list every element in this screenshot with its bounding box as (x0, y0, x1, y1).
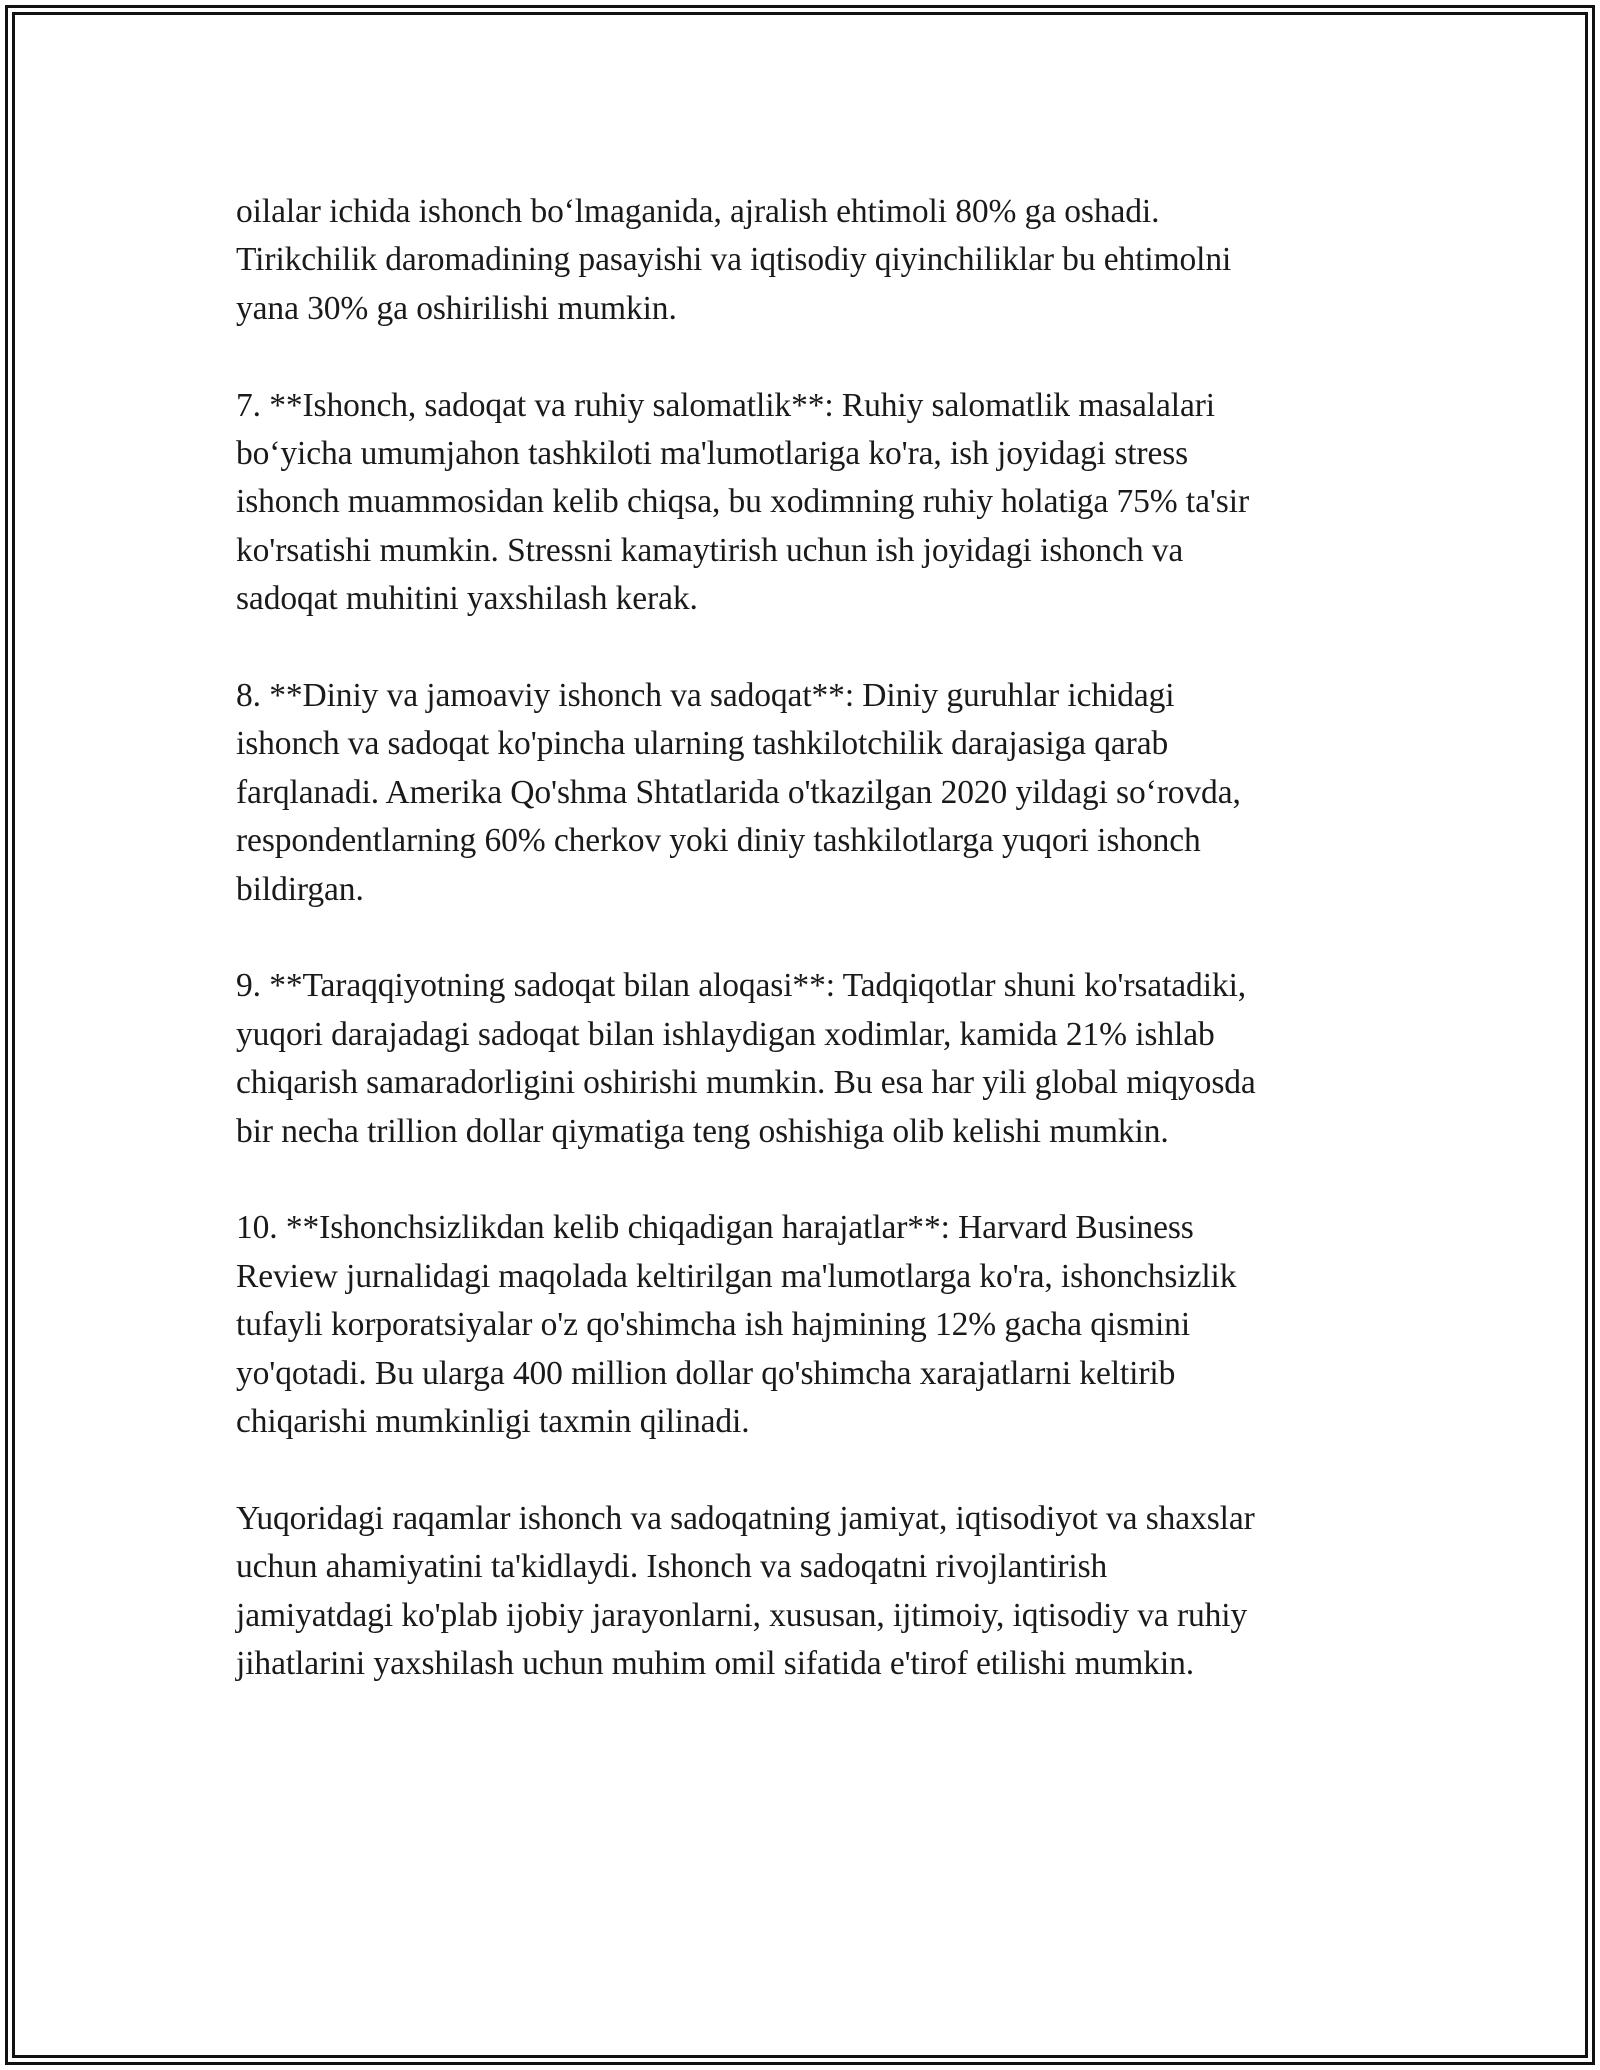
text-line: farqlanadi. Amerika Qo'shma Shtatlarida o'tkazilgan 2020 yildagi so‘rovda, (236, 773, 1241, 811)
text-line: tufayli korporatsiyalar o'z qo'shimcha ish hajmining 12% gacha qismini (236, 1306, 1191, 1344)
text-line: ko'rsatishi mumkin. Stressni kamaytirish uchun ish joyidagi ishonch va (236, 531, 1184, 569)
text-line: Review jurnalidagi maqolada keltirilgan ma'lumotlarga ko'ra, ishonchsizlik (236, 1257, 1237, 1295)
text-line: ishonch va sadoqat ko'pincha ularning tashkilotchilik darajasiga qarab (236, 725, 1169, 763)
text-line: Yuqoridagi raqamlar ishonch va sadoqatning jamiyat, iqtisodiyot va shaxslar (236, 1499, 1255, 1537)
text-line: bir necha trillion dollar qiymatiga teng oshishiga olib kelishi mumkin. (236, 1112, 1169, 1150)
text-line: 7. **Ishonch, sadoqat va ruhiy salomatlik**: Ruhiy salomatlik masalalari (236, 386, 1216, 424)
text-line: sadoqat muhitini yaxshilash kerak. (236, 580, 698, 618)
text-line: yo'qotadi. Bu ularga 400 million dollar qo'shimcha xarajatlarni keltirib (236, 1354, 1176, 1392)
text-line: bildirgan. (236, 870, 364, 908)
text-line: yuqori darajadagi sadoqat bilan ishlaydigan xodimlar, kamida 21% ishlab (236, 1015, 1215, 1053)
paragraph-conclusion (236, 1495, 1376, 1689)
text-line: 10. **Ishonchsizlikdan kelib chiqadigan harajatlar**: Harvard Business (236, 1209, 1194, 1247)
text-line: bo‘yicha umumjahon tashkiloti ma'lumotlariga ko'ra, ish joyidagi stress (236, 435, 1189, 473)
paragraph-item-8 (236, 672, 1376, 914)
paragraph-divorce-trust (236, 188, 1376, 333)
text-line: respondentlarning 60% cherkov yoki diniy tashkilotlarga yuqori ishonch (236, 822, 1201, 860)
text-line: yana 30% ga oshirilishi mumkin. (236, 289, 677, 327)
paragraph-item-7 (236, 382, 1376, 624)
text-line: 8. **Diniy va jamoaviy ishonch va sadoqat**: Diniy guruhlar ichidagi (236, 677, 1175, 715)
text-line: chiqarishi mumkinligi taxmin qilinadi. (236, 1403, 750, 1441)
text-line: jihatlarini yaxshilash uchun muhim omil sifatida e'tirof etilishi mumkin. (236, 1645, 1195, 1683)
text-line: 9. **Taraqqiyotning sadoqat bilan aloqasi**: Tadqiqotlar shuni ko'rsatadiki, (236, 967, 1247, 1005)
text-line: oilalar ichida ishonch bo‘lmaganida, ajralish ehtimoli 80% ga oshadi. (236, 193, 1160, 230)
paragraph-item-9 (236, 962, 1376, 1156)
text-line: chiqarish samaradorligini oshirishi mumkin. Bu esa har yili global miqyosda (236, 1064, 1256, 1102)
text-line: Tirikchilik daromadining pasayishi va iqtisodiy qiyinchiliklar bu ehtimolni (236, 241, 1232, 279)
text-line: jamiyatdagi ko'plab ijobiy jarayonlarni, xususan, ijtimoiy, iqtisodiy va ruhiy (236, 1596, 1248, 1634)
document-body (236, 188, 1376, 1737)
text-line: ishonch muammosidan kelib chiqsa, bu xodimning ruhiy holatiga 75% ta'sir (236, 483, 1249, 521)
text-line: uchun ahamiyatini ta'kidlaydi. Ishonch va sadoqatni rivojlantirish (236, 1548, 1108, 1586)
paragraph-item-10 (236, 1204, 1376, 1446)
